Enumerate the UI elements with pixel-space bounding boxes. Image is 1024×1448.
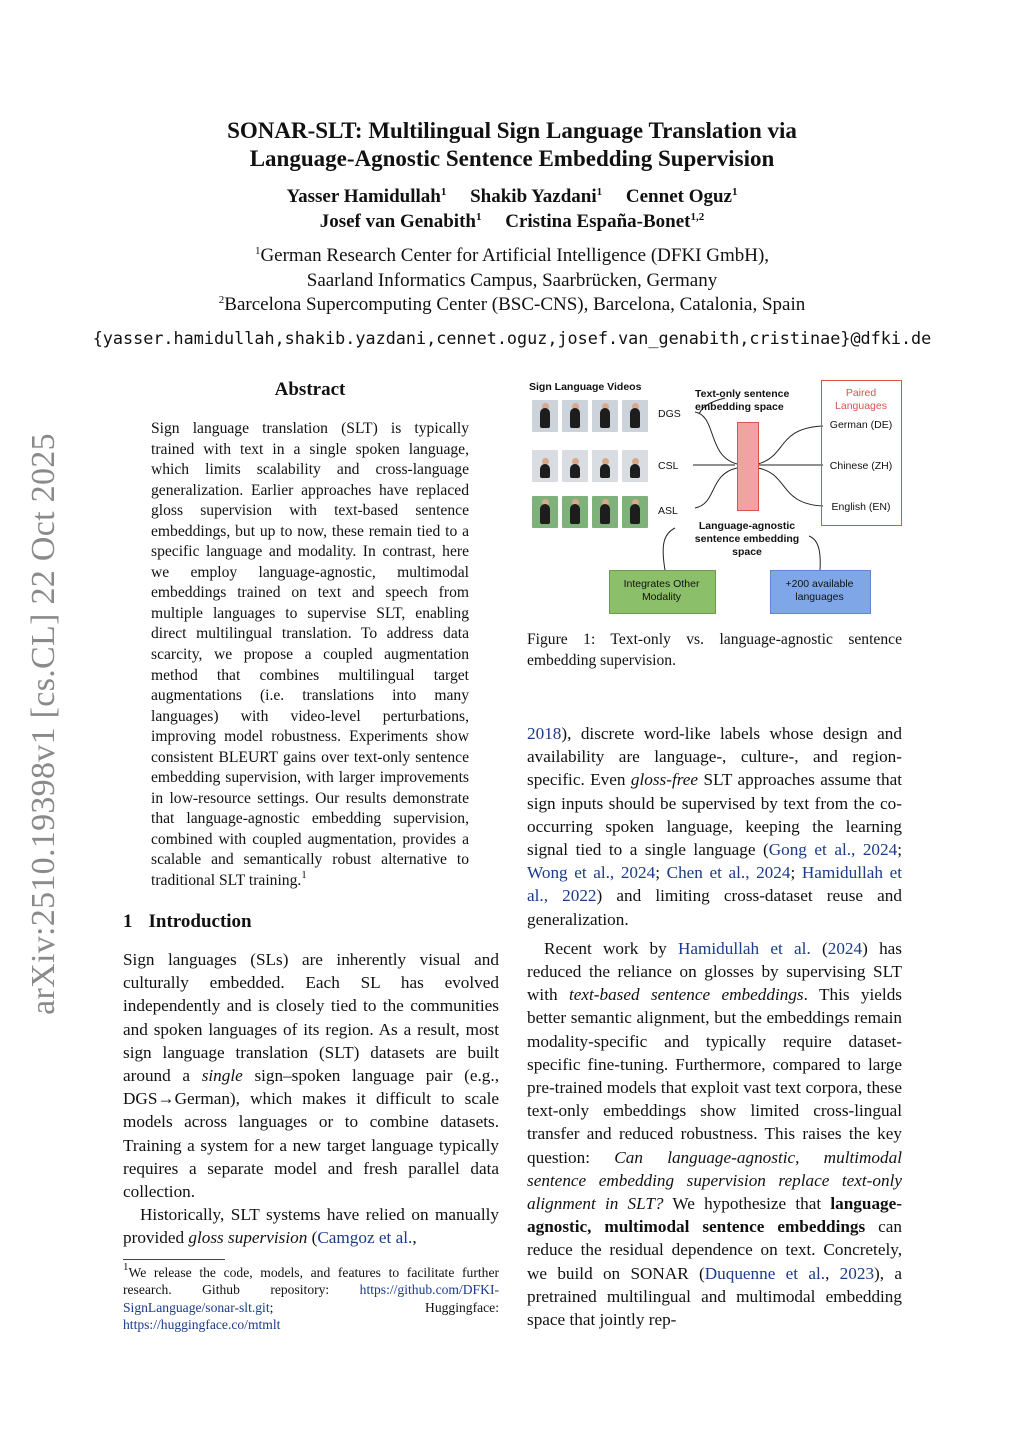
citation-link[interactable]: Gong et al., 2024 bbox=[768, 840, 898, 860]
connector-de bbox=[758, 426, 823, 464]
intro-left-column bbox=[123, 948, 499, 1250]
language-german: German (DE) bbox=[829, 419, 893, 431]
video-thumbnail bbox=[622, 400, 648, 432]
video-thumbnail bbox=[562, 400, 588, 432]
videos-title: Sign Language Videos bbox=[529, 381, 642, 393]
author-affil-mark: 1 bbox=[475, 211, 482, 223]
author-affil-mark: 1 bbox=[731, 186, 738, 198]
author-affil-mark: 1,2 bbox=[690, 211, 705, 223]
author-affil-mark: 1 bbox=[440, 186, 447, 198]
footnote-rule bbox=[123, 1259, 225, 1260]
huggingface-link[interactable]: https://huggingface.co/mtmlt bbox=[123, 1316, 281, 1332]
paired-languages-title: Paired Languages bbox=[835, 387, 887, 412]
video-thumbnail bbox=[592, 496, 618, 528]
video-thumbnail bbox=[562, 496, 588, 528]
section-number: 1 bbox=[123, 911, 133, 932]
row-label-csl: CSL bbox=[658, 460, 679, 472]
affil-mark: 1 bbox=[254, 245, 261, 257]
connector-asl bbox=[695, 468, 737, 508]
emphasis: gloss supervision bbox=[188, 1228, 308, 1248]
github-link[interactable]: https://github.com/DFKI-SignLanguage/sonar-slt.git bbox=[123, 1282, 499, 1315]
emphasis: text-based sentence embeddings bbox=[568, 985, 804, 1005]
affiliation-1-line-2: Saarland Informatics Campus, Saarbrücken, Germany bbox=[306, 269, 718, 291]
emphasis: Can language-agnostic, multimodal sentence embedding supervision replace text-only alignment in SLT? bbox=[527, 1147, 902, 1214]
abstract-heading: Abstract bbox=[274, 379, 346, 400]
author-emails: {yasser.hamidullah,shakib.yazdani,cennet.oguz,josef.van_genabith,cristinae}@dfki.de bbox=[92, 328, 932, 348]
citation-link[interactable]: Camgoz et al. bbox=[317, 1228, 413, 1248]
author-name: Shakib Yazdani bbox=[470, 186, 597, 207]
citation-link[interactable]: Hamidullah et al. bbox=[677, 938, 811, 958]
affiliation-1-line-1: German Research Center for Artificial Intelligence (DFKI GmbH), bbox=[260, 245, 770, 266]
author-name: Cristina España-Bonet bbox=[505, 211, 691, 232]
citation-link[interactable]: Wong et al., 2024 bbox=[527, 863, 656, 883]
emphasis: gloss-free bbox=[630, 770, 699, 790]
language-english: English (EN) bbox=[831, 501, 891, 513]
authors-line-2 bbox=[0, 210, 1024, 234]
citation-link[interactable]: Chen et al., 2024 bbox=[666, 863, 791, 883]
language-chinese: Chinese (ZH) bbox=[829, 460, 893, 472]
connector-languages bbox=[809, 536, 820, 570]
video-thumbnail bbox=[532, 496, 558, 528]
author-name: Josef van Genabith bbox=[319, 211, 476, 232]
row-label-asl: ASL bbox=[658, 505, 678, 517]
video-thumbnail bbox=[592, 400, 618, 432]
abstract-text: Sign language translation (SLT) is typically trained with text in a single spoken language, which limits scalability and cross-language generalization. Earlier approaches have replaced gloss supervision with text-based sentence embeddings, but up to now, these remain tied to a specific language and modality. In contrast, here we employ language-agnostic, multimodal embeddings trained on text and speech from multiple languages to supervise SLT, enabling direct multilingual translation. To address data scarcity, we propose a coupled augmentation method that combines multilingual target augmentations (i.e. translations into many languages) with video-level perturbations, improving model robustness. Experiments show consistent BLEURT gains over text-only sentence embedding supervision, with larger improvements in low-resource settings. Our results demonstrate that language-agnostic embedding supervision, combined with coupled augmentation, provides a scalable and semantically robust alternative to traditional SLT training. bbox=[151, 420, 469, 890]
affil-mark: 2 bbox=[218, 294, 225, 306]
arxiv-stamp: arXiv:2510.19398v1 [cs.CL] 22 Oct 2025 bbox=[25, 433, 62, 1015]
author-affil-mark: 1 bbox=[596, 186, 603, 198]
language-agnostic-space-label: Language-agnostic sentence embedding space bbox=[694, 520, 800, 558]
paper-title bbox=[0, 117, 1024, 173]
section-title: Introduction bbox=[148, 911, 252, 932]
figure-caption: Figure 1: Text-only vs. language-agnostic sentence embedding supervision. bbox=[527, 631, 902, 669]
languages-box-label: +200 available languages bbox=[785, 578, 854, 603]
intro-right-column bbox=[527, 722, 902, 1331]
text-only-space-label: Text-only sentence embedding space bbox=[695, 388, 790, 413]
connector-en bbox=[758, 468, 823, 506]
intro-paragraph-2: Historically, SLT systems have relied on manually provided gloss supervision (Camgoz et al., bbox=[123, 1205, 499, 1248]
section-heading bbox=[123, 911, 252, 933]
affiliations bbox=[0, 244, 1024, 318]
row-label-dgs: DGS bbox=[658, 408, 681, 420]
citation-link[interactable]: Hamidullah et al., 2022 bbox=[527, 863, 903, 906]
figure-1 bbox=[527, 376, 907, 616]
video-thumbnail bbox=[622, 496, 648, 528]
footnote: $^1$We release the code, models, and features to facilitate further research. Github repository: https://github.com/DFKI-SignLanguage/sonar-slt.git; Huggingface: https://huggingface.co/mtmlt bbox=[123, 1261, 499, 1332]
citation-link[interactable]: 2023 bbox=[839, 1263, 875, 1283]
author-name: Cennet Oguz bbox=[625, 186, 732, 207]
abstract-body bbox=[151, 419, 469, 892]
citation-link[interactable]: 2024 bbox=[827, 938, 863, 958]
title-line-1: SONAR-SLT: Multilingual Sign Language Translation via bbox=[227, 118, 797, 143]
citation-link[interactable]: 2018 bbox=[527, 724, 562, 743]
video-thumbnail bbox=[532, 450, 558, 482]
affiliation-2: Barcelona Supercomputing Center (BSC-CNS), Barcelona, Catalonia, Spain bbox=[224, 294, 806, 315]
connector-dgs bbox=[695, 412, 737, 464]
emphasis: single bbox=[201, 1066, 243, 1086]
video-thumbnail bbox=[562, 450, 588, 482]
intro-paragraph-1: Sign languages (SLs) are inherently visual and culturally embedded. Each SL has evolved independently and is closely tied to the communities and spoken languages of its region. As a result, most sign language translation (SLT) datasets are built around a single sign–spoken language pair (e.g., DGS→German), which makes it difficult to scale models across languages or to combine datasets. Training a system for a new target language typically requires a separate model and fresh parallel data collection. bbox=[123, 950, 499, 1202]
footnote-ref[interactable]: 1 bbox=[301, 869, 307, 882]
right-paragraph-2: Recent work by Hamidullah et al. (2024) has reduced the reliance on glosses by supervising SLT with text-based sentence embeddings. This yields better semantic alignment, but the embeddings remain modality-specific and typically require dataset-specific fine-tuning. Furthermore, compared to large pre-trained models that exploit vast text corpora, these text-only embeddings show limited cross-lingual transfer and reduced robustness. This raises the key question: Can language-agnostic, multimodal sentence embedding supervision replace text-only alignment in SLT? We hypothesize that language-agnostic, multimodal sentence embeddings can reduce the residual dependence on text. Concretely, we build on SONAR (Duquenne et al., 2023), a pretrained multilingual and multimodal embedding space that jointly rep- bbox=[527, 938, 902, 1330]
footnote-mark: 1 bbox=[123, 1261, 129, 1273]
right-paragraph-1: 2018), discrete word-like labels whose design and availability are language-, culture-, and region-specific. Even gloss-free SLT approaches assume that sign inputs should be supervised by text from the co-occurring spoken language, keeping the learning signal tied to a single language (Gong et al., 2024; Wong et al., 2024; Chen et al., 2024; Hamidullah et al., 2022) and limiting cross-dataset reuse and generalization. bbox=[527, 724, 903, 929]
citation-link[interactable]: Duquenne et al. bbox=[704, 1263, 826, 1283]
author-name: Yasser Hamidullah bbox=[286, 186, 441, 207]
video-thumbnail bbox=[592, 450, 618, 482]
video-thumbnail bbox=[532, 400, 558, 432]
modality-box-label: Integrates Other Modality bbox=[623, 578, 700, 603]
strong-text: language-agnostic, multimodal sentence embeddings bbox=[527, 1194, 902, 1237]
connector-modality bbox=[663, 528, 675, 570]
video-thumbnail bbox=[622, 450, 648, 482]
embedding-space-bar bbox=[737, 422, 759, 511]
authors-line-1 bbox=[0, 185, 1024, 209]
title-line-2: Language-Agnostic Sentence Embedding Supervision bbox=[249, 146, 775, 171]
